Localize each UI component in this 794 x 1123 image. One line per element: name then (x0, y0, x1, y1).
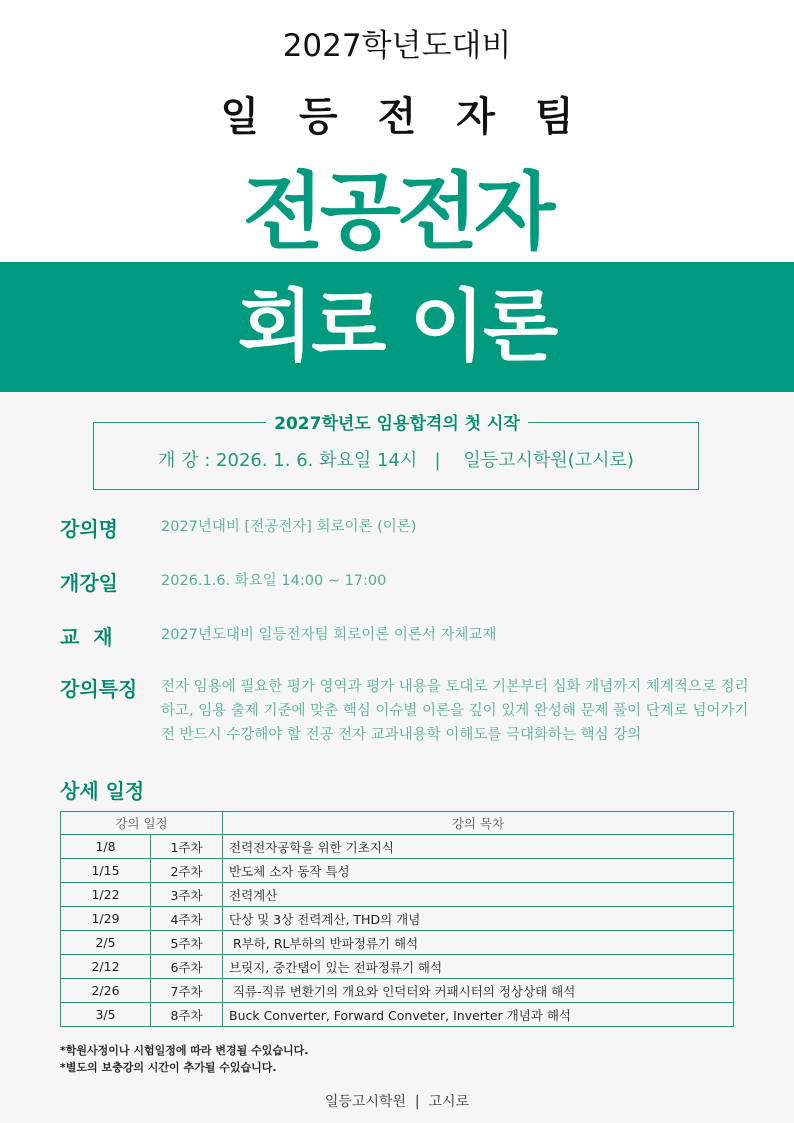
row-date: 3/5 (61, 1003, 151, 1027)
course-title: 회로 이론 (237, 282, 557, 372)
footer-text: 일등고시학원 | 고시로 (324, 1094, 470, 1110)
opening-date-text: 개 강 : 2026. 1. 6. 화요일 14시 | 일등고시학원(고시로) (158, 450, 634, 471)
header-schedule: 강의 일정 (61, 812, 223, 835)
row-date: 2/26 (61, 979, 151, 1003)
schedule-table (60, 811, 734, 1027)
row-topic: 반도체 소자 동작 특성 (223, 859, 734, 883)
row-topic: 직류-직류 변환기의 개요와 인덕터와 커패시터의 정상상태 해석 (223, 979, 734, 1003)
row-week: 5주차 (151, 931, 223, 955)
row-date: 1/15 (61, 859, 151, 883)
subject-heading: 전공전자 (242, 163, 552, 261)
info-key: 강의특징 (60, 677, 138, 701)
table-row (61, 883, 734, 907)
info-value: 2027년대비 [전공전자] 회로이론 (이론) (161, 519, 417, 535)
year-heading: 2027학년도대비 (282, 28, 512, 64)
row-week: 1주차 (151, 835, 223, 859)
row-topic: 브릿지, 중간탭이 있는 전파정류기 해석 (223, 955, 734, 979)
row-topic: Buck Converter, Forward Conveter, Inverter 개념과 해석 (223, 1003, 734, 1027)
row-topic: 전력계산 (223, 883, 734, 907)
team-heading: 일등전자팀 (220, 94, 614, 140)
notes (60, 1042, 308, 1076)
row-week: 8주차 (151, 1003, 223, 1027)
table-row (61, 931, 734, 955)
table-row (61, 859, 734, 883)
schedule-title: 상세 일정 (60, 779, 145, 803)
table-header-row (61, 812, 734, 835)
table-row (61, 835, 734, 859)
table-row (61, 955, 734, 979)
row-topic: 단상 및 3상 전력계산, THD의 개념 (223, 907, 734, 931)
note-line: *학원사정이나 시험일정에 따라 변경될 수있습니다. (60, 1044, 309, 1057)
table-row (61, 907, 734, 931)
row-date: 1/29 (61, 907, 151, 931)
info-key: 개강일 (60, 571, 118, 595)
row-week: 4주차 (151, 907, 223, 931)
row-week: 6주차 (151, 955, 223, 979)
row-date: 1/8 (61, 835, 151, 859)
info-value: 2027년도대비 일등전자팀 회로이론 이론서 자체교재 (161, 627, 497, 643)
note-line: *별도의 보충강의 시간이 추가될 수있습니다. (60, 1061, 277, 1074)
info-value: 2026.1.6. 화요일 14:00 ~ 17:00 (161, 573, 387, 589)
table-row (61, 979, 734, 1003)
row-week: 2주차 (151, 859, 223, 883)
table-row (61, 1003, 734, 1027)
opening-label: 2027학년도 임용합격의 첫 시작 (266, 414, 528, 434)
info-key: 교 재 (60, 625, 113, 649)
row-week: 7주차 (151, 979, 223, 1003)
row-topic: 전력전자공학을 위한 기초지식 (223, 835, 734, 859)
row-date: 2/12 (61, 955, 151, 979)
row-date: 1/22 (61, 883, 151, 907)
info-key: 강의명 (60, 517, 118, 541)
row-date: 2/5 (61, 931, 151, 955)
row-week: 3주차 (151, 883, 223, 907)
header-contents: 강의 목차 (223, 812, 734, 835)
row-topic: R부하, RL부하의 반파정류기 해석 (223, 931, 734, 955)
info-value: 전자 임용에 필요한 평가 영역과 평가 내용을 토대로 기본부터 심화 개념까지 체계적으로 정리하고, 임용 출제 기준에 맞춘 핵심 이슈별 이론을 깊이 있게 완성해 문제 풀이 단계로 넘어가기 전 반드시 수강해야 할 전공 전자 교과내용학 이해도를 극대화하는 핵심 강의 (161, 679, 749, 743)
